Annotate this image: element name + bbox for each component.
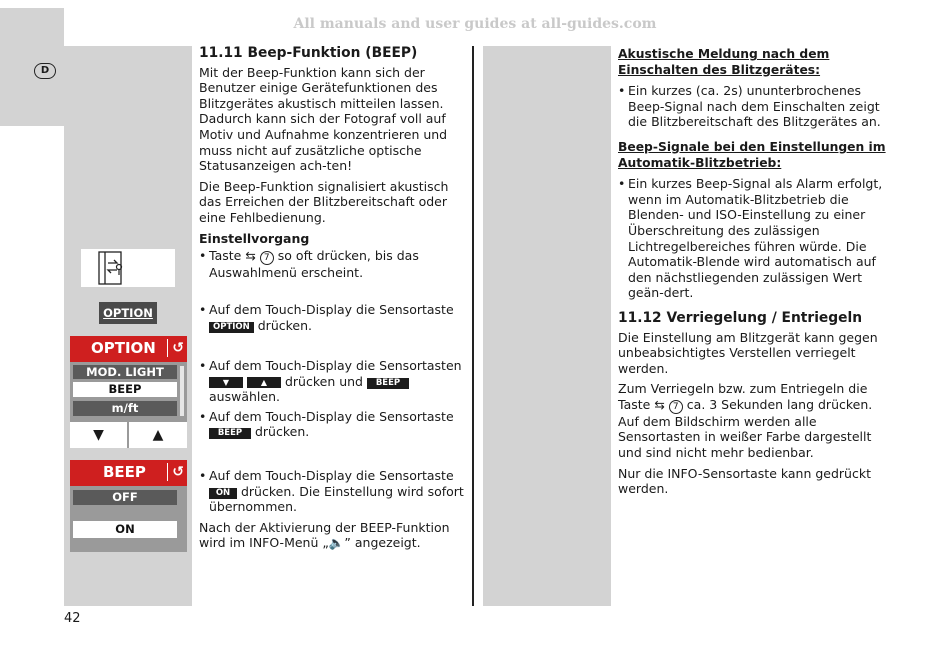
arrow-up-button[interactable]: ▲	[129, 422, 187, 448]
option-chip: OPTION	[209, 322, 254, 333]
bullet-auto-flash: • Ein kurzes Beep-Signal als Alarm erfolgt, wenn im Automatik-Blitzbetrieb die Blenden- und ISO-Einstellung zu einer Überschreitung des zulässigen Lichtregelbereiches führen würde. Die Automatik-Blende wird automatisch auf den nächstliegenden zulässigen Wert geän-dert.	[618, 176, 886, 301]
option-menu-title: OPTION	[91, 339, 156, 357]
on-chip: ON	[209, 488, 237, 499]
section-heading-beep: 11.11 Beep-Funktion (BEEP)	[199, 45, 418, 61]
arrow-down-button[interactable]: ▼	[70, 422, 128, 448]
beep-menu-header	[70, 460, 187, 486]
beep-menu-title: BEEP	[103, 463, 146, 481]
step-5-block	[199, 468, 465, 556]
option-menu-panel	[70, 336, 187, 448]
column-divider	[472, 46, 474, 606]
step-1: • Taste ⇆ 7 so oft drücken, bis das Auswahlmenü erscheint.	[199, 248, 465, 281]
switch-button-icon	[81, 249, 175, 287]
subheading-power-on: Akustische Meldung nach dem Einschalten des Blitzgerätes:	[618, 47, 830, 77]
step-4: • Auf dem Touch-Display die Sensortaste BEEP drücken.	[199, 409, 465, 440]
menu-item-mod-light[interactable]: MOD. LIGHT	[73, 365, 177, 379]
lock-paragraph-2: Zum Verriegeln bzw. zum Entriegeln die Taste ⇆ 7 ca. 3 Sekunden lang drücken.	[618, 381, 873, 412]
step-5: • Auf dem Touch-Display die Sensortaste ON drücken. Die Einstellung wird sofort übernommen.	[199, 468, 465, 515]
option-key-figure	[99, 302, 157, 324]
beep-menu-panel	[70, 460, 187, 552]
beep-chip: BEEP	[367, 378, 409, 389]
intro-paragraph-1: Mit der Beep-Funktion kann sich der Benutzer einige Gerätefunktionen des Blitzgerätes akustisch mitteilen lassen. Dadurch kann sich der Fotograf voll auf Motiv und Aufnahme konzentrieren und muss nicht auf zusätzliche optische Statusanzeigen ach-ten!	[199, 64, 448, 174]
menu-item-off[interactable]: OFF	[73, 490, 177, 505]
watermark: All manuals and user guides at all-guides.com	[293, 16, 657, 32]
down-chip-icon: ▼	[209, 377, 243, 388]
step-2: • Auf dem Touch-Display die Sensortaste OPTION drücken.	[199, 302, 465, 333]
step-3: • Auf dem Touch-Display die Sensortasten ▼ ▲ drücken und BEEP auswählen.	[199, 358, 465, 405]
intro-paragraph-2: Die Beep-Funktion signalisiert akustisch das Erreichen der Blitzbereitschaft oder eine Fehlbedienung.	[199, 178, 449, 225]
button-figure	[81, 249, 175, 287]
up-chip-icon: ▲	[247, 377, 281, 388]
step-3-block	[199, 358, 465, 444]
key-number-badge: 7	[260, 251, 274, 265]
subheading-auto-flash: Beep-Signale bei den Einstellungen im Automatik-Blitzbetrieb:	[618, 139, 886, 170]
bullet-power-on: • Ein kurzes (ca. 2s) ununterbrochenes Beep-Signal nach dem Einschalten zeigt die Blitzbereitschaft des Blitzgerätes an.	[618, 83, 886, 130]
option-menu-header	[70, 336, 187, 362]
outro-paragraph: Nach der Aktivierung der BEEP-Funktion wird im INFO-Menü „🔈” angezeigt.	[199, 519, 450, 551]
step-2-block	[199, 302, 465, 337]
scrollbar[interactable]	[180, 366, 184, 416]
back-icon: ↺	[167, 463, 184, 481]
switch-arrows-icon: ⇆	[245, 248, 256, 264]
lock-paragraph-1: Die Einstellung am Blitzgerät kann gegen unbeabsichtigtes Verstellen verriegelt werden.	[618, 329, 878, 376]
beep-chip: BEEP	[209, 428, 251, 439]
switch-arrows-icon: ⇆	[654, 396, 665, 412]
left-column	[199, 46, 465, 285]
lock-paragraph-4: Nur die INFO-Sensortaste kann gedrückt werden.	[618, 465, 871, 497]
language-badge: D	[34, 63, 56, 79]
lock-paragraph-3: Auf dem Bildschirm werden alle Sensortasten in weißer Farbe dargestellt und sind nicht mehr bedienbar.	[618, 413, 872, 461]
key-number-badge: 7	[669, 400, 683, 414]
section-heading-lock: 11.12 Verriegelung / Entriegeln	[618, 309, 863, 326]
option-key-label: OPTION	[103, 306, 153, 320]
menu-item-beep[interactable]: BEEP	[73, 382, 177, 397]
sidebar-band-mid	[483, 46, 611, 606]
procedure-subheading: Einstellvorgang	[199, 230, 310, 246]
back-icon: ↺	[167, 339, 184, 357]
menu-item-mft[interactable]: m/ft	[73, 401, 177, 416]
menu-item-on[interactable]: ON	[73, 521, 177, 538]
right-column	[618, 47, 886, 502]
page-number: 42	[64, 611, 81, 626]
speaker-icon: 🔈	[328, 535, 345, 551]
